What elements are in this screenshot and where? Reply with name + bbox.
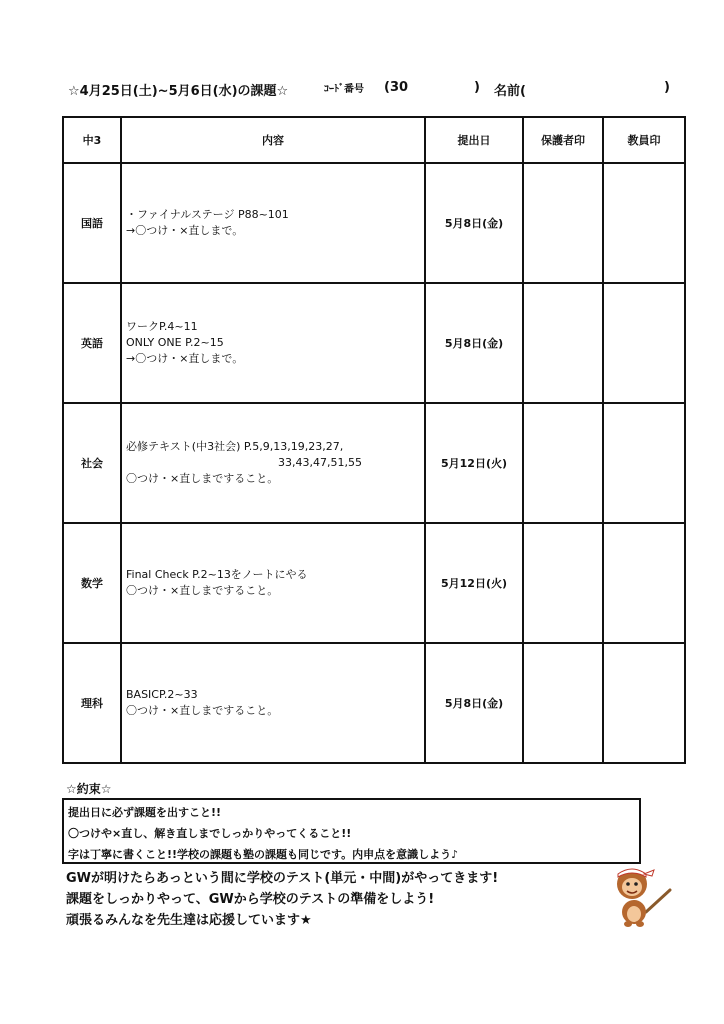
content-line: 〇つけ・×直しまですること。	[126, 704, 279, 717]
message-line: GWが明けたらあっという間に学校のテスト(単元・中間)がやってきます!	[66, 871, 499, 886]
due-cell: 5月12日(火)	[425, 403, 523, 523]
due-cell: 5月8日(金)	[425, 163, 523, 283]
teacher-seal-cell	[603, 163, 685, 283]
message-line: 頑張るみんなを先生達は応援しています★	[66, 913, 312, 928]
parent-seal-cell	[523, 523, 603, 643]
table-header-row	[63, 117, 685, 163]
subject-cell: 英語	[63, 283, 121, 403]
period-title: ☆4月25日(土)~5月6日(水)の課題☆	[68, 84, 289, 99]
promise-line: 提出日に必ず課題を出すこと!!	[68, 806, 222, 819]
assignment-table	[62, 116, 686, 764]
header-teacher-seal: 教員印	[603, 117, 685, 163]
subject-cell: 数学	[63, 523, 121, 643]
parent-seal-cell	[523, 163, 603, 283]
content-line: 33,43,47,51,55	[278, 456, 362, 469]
teacher-seal-cell	[603, 403, 685, 523]
content-line: BASICP.2~33	[126, 688, 198, 701]
subject-cell: 国語	[63, 163, 121, 283]
teacher-seal-cell	[603, 643, 685, 763]
content-cell	[121, 283, 425, 403]
message-line: 課題をしっかりやって、GWから学校のテストの準備をしよう!	[66, 892, 435, 907]
content-line: ONLY ONE P.2~15	[126, 336, 224, 349]
due-cell: 5月8日(金)	[425, 283, 523, 403]
name-label: 名前(	[494, 84, 526, 99]
header-due: 提出日	[425, 117, 523, 163]
content-cell	[121, 523, 425, 643]
header-parent-seal: 保護者印	[523, 117, 603, 163]
table-row	[63, 643, 685, 763]
content-cell	[121, 163, 425, 283]
encouragement-message	[66, 868, 498, 931]
parent-seal-cell	[523, 403, 603, 523]
content-line: ・ファイナルステージ P88~101	[126, 208, 289, 221]
promise-box	[62, 798, 641, 864]
table-row	[63, 163, 685, 283]
content-cell	[121, 643, 425, 763]
table-row	[63, 523, 685, 643]
promise-title: ☆約束☆	[66, 782, 112, 796]
content-cell	[121, 403, 425, 523]
subject-cell: 社会	[63, 403, 121, 523]
teacher-seal-cell	[603, 283, 685, 403]
content-line: →〇つけ・×直しまで。	[126, 224, 244, 237]
header-grade: 中3	[63, 117, 121, 163]
code-open: (30	[384, 80, 409, 95]
promise-line: 字は丁寧に書くこと!!学校の課題も塾の課題も同じです。内申点を意識しよう♪	[68, 848, 459, 861]
monkey-mascot-icon	[610, 862, 672, 928]
content-line: ワークP.4~11	[126, 320, 198, 333]
name-close: )	[664, 80, 670, 95]
content-line: 必修テキスト(中3社会) P.5,9,13,19,23,27,	[126, 440, 344, 453]
due-cell: 5月8日(金)	[425, 643, 523, 763]
table-row	[63, 403, 685, 523]
content-line: →〇つけ・×直しまで。	[126, 352, 244, 365]
due-cell: 5月12日(火)	[425, 523, 523, 643]
subject-cell: 理科	[63, 643, 121, 763]
header	[68, 80, 678, 100]
promise-line: 〇つけや×直し、解き直しまでしっかりやってくること!!	[68, 827, 352, 840]
code-close: )	[474, 80, 480, 95]
content-line: 〇つけ・×直しまですること。	[126, 584, 279, 597]
teacher-seal-cell	[603, 523, 685, 643]
content-line: Final Check P.2~13をノートにやる	[126, 568, 308, 581]
parent-seal-cell	[523, 643, 603, 763]
code-label: ｺｰﾄﾞ番号	[324, 84, 364, 95]
header-content: 内容	[121, 117, 425, 163]
parent-seal-cell	[523, 283, 603, 403]
table-row	[63, 283, 685, 403]
content-line: 〇つけ・×直しまですること。	[126, 472, 279, 485]
